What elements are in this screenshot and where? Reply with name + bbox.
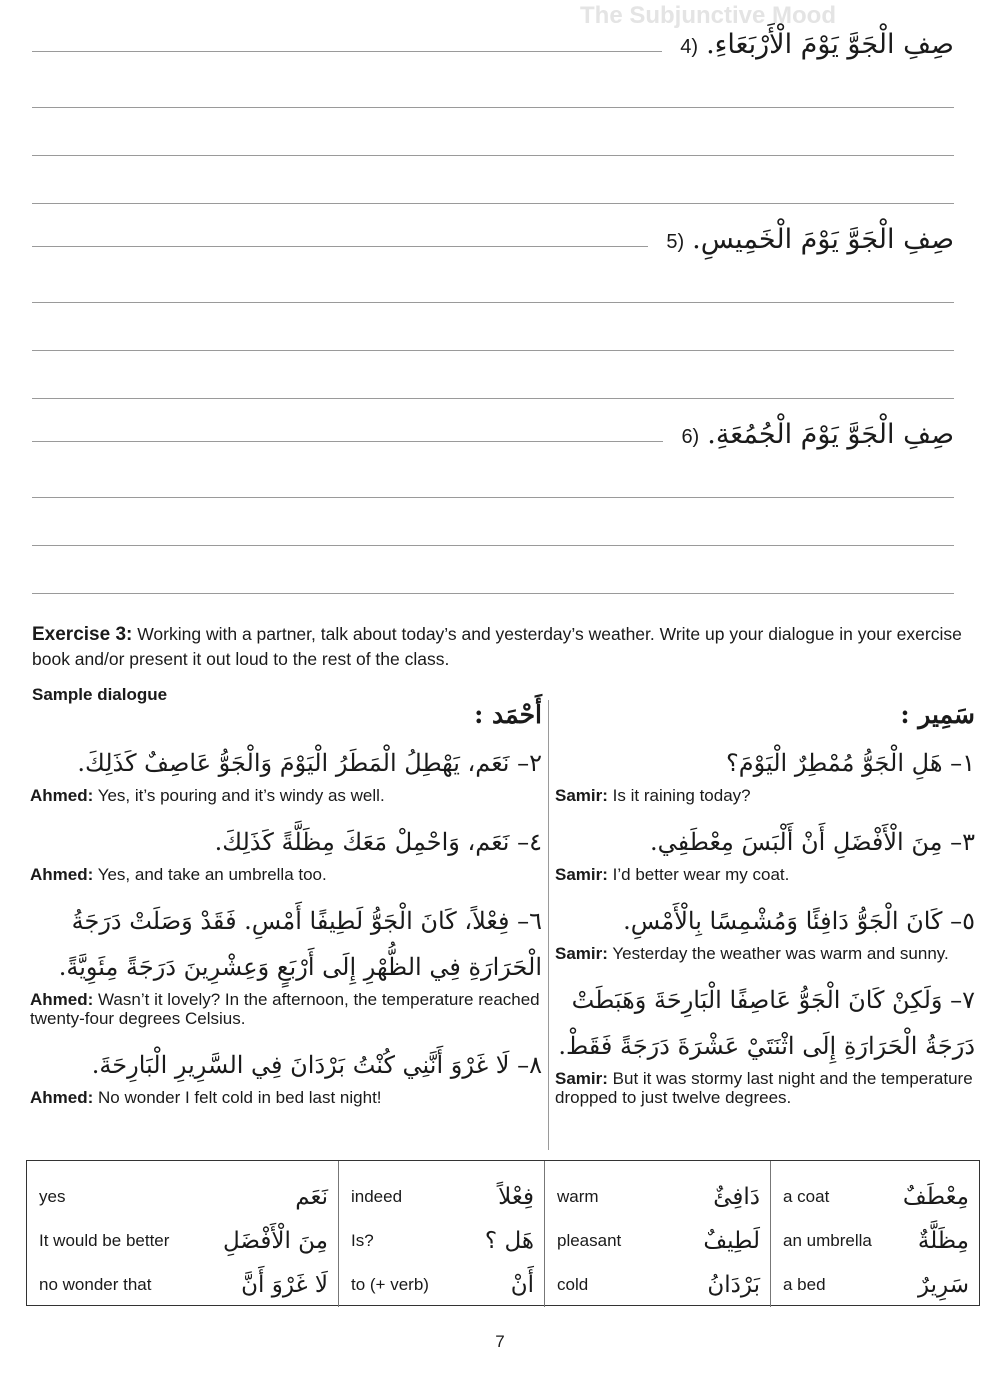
vocab-arabic: لَا غَرْوَ أَنَّ	[241, 1272, 328, 1298]
dialogue-english	[30, 865, 542, 884]
vocab-arabic: مِعْطَفٌ	[902, 1184, 969, 1210]
vocab-row	[351, 1175, 534, 1219]
dialogue-arabic: ٧– وَلَكِنْ كَانَ الْجَوُّ عَاصِفًا الْبَارِحَةَ وَهَبَطَتْ دَرَجَةُ الْحَرَارَةِ إِلَى اثْنَتَيْ عَشْرَةَ دَرَجَةً فَقَطْ.	[558, 986, 975, 1060]
vocab-row	[783, 1263, 969, 1307]
question-text: صِفِ الْجَوَّ يَوْمَ الْخَمِيسِ.	[692, 224, 954, 255]
vocab-row	[39, 1219, 328, 1263]
vocab-english: a bed	[783, 1275, 826, 1294]
vocab-column	[339, 1161, 545, 1307]
answer-line[interactable]	[32, 546, 954, 594]
dialogue-english	[555, 865, 975, 884]
speaker-name: Samir:	[555, 1069, 608, 1088]
question-5-block	[32, 215, 954, 399]
speaker-name: Ahmed:	[30, 786, 94, 805]
dialogue-arabic: ٣– مِنَ الْأَفْضَلِ أَنْ أَلْبَسَ مِعْطَفِي.	[650, 828, 975, 856]
dialogue-translation: But it was stormy last night and the temperature dropped to just twelve degrees.	[555, 1069, 973, 1107]
vocab-row	[783, 1175, 969, 1219]
answer-line[interactable]	[32, 51, 662, 52]
question-4-block	[32, 20, 954, 204]
vocab-row	[39, 1175, 328, 1219]
dialogue-translation: No wonder I felt cold in bed last night!	[98, 1088, 382, 1107]
answer-line[interactable]	[32, 255, 954, 303]
answer-line[interactable]	[32, 156, 954, 204]
dialogue-translation: Yes, and take an umbrella too.	[97, 865, 327, 884]
exercise-label: Exercise 3:	[32, 624, 133, 645]
sample-dialogue-label: Sample dialogue	[32, 685, 168, 704]
vocab-row	[783, 1219, 969, 1263]
question-6-block	[32, 410, 954, 594]
dialogue-translation: Yes, it’s pouring and it’s windy as well.	[97, 786, 385, 805]
background-heading: The Subjunctive Mood	[580, 2, 836, 29]
answer-line[interactable]	[32, 498, 954, 546]
vocab-english: to (+ verb)	[351, 1275, 429, 1294]
dialogue-english	[30, 786, 542, 805]
samir-column	[555, 700, 975, 1121]
vocab-row	[557, 1219, 760, 1263]
dialogue-translation: Is it raining today?	[612, 786, 751, 805]
vocab-row	[557, 1175, 760, 1219]
question-text: صِفِ الْجَوَّ يَوْمَ الْأَرْبَعَاءِ.	[706, 29, 954, 60]
speaker-ahmed: أَحْمَد :	[474, 700, 542, 729]
dialogue-arabic: ٢– نَعَم، يَهْطِلُ الْمَطَرُ الْيَوْمَ وَالْجَوُّ عَاصِفٌ كَذَلِكَ.	[77, 749, 542, 777]
speaker-name: Samir:	[555, 865, 608, 884]
exercise-text: Working with a partner, talk about today’s and yesterday’s weather. Write up your dialogue in your exercise book and/or present it out loud to the rest of the class.	[32, 624, 962, 669]
vocab-column	[771, 1161, 979, 1307]
vocab-row	[557, 1263, 760, 1307]
answer-line[interactable]	[32, 108, 954, 156]
vocab-english: warm	[557, 1187, 599, 1206]
dialogue-translation: Wasn’t it lovely? In the afternoon, the temperature reached twenty-four degrees Celsius.	[30, 990, 540, 1028]
vocab-english: It would be better	[39, 1231, 170, 1250]
vocab-arabic: مِنَ الْأَفْضَلِ	[222, 1228, 328, 1254]
speaker-name: Ahmed:	[30, 1088, 94, 1107]
dialogue-english	[555, 944, 975, 963]
vocab-row	[39, 1263, 328, 1307]
answer-line[interactable]	[32, 246, 648, 247]
vocab-english: pleasant	[557, 1231, 622, 1250]
vocab-arabic: فِعْلاً	[498, 1184, 534, 1210]
vocab-column	[545, 1161, 771, 1307]
question-number: 6)	[681, 426, 700, 448]
vocabulary-box	[26, 1160, 980, 1306]
dialogue-arabic: ٤– نَعَم، وَاحْمِلْ مَعَكَ مِظَلَّةً كَذَلِكَ.	[214, 828, 542, 856]
speaker-samir: سَمِير :	[900, 700, 975, 729]
exercise-3-instruction	[32, 622, 962, 671]
vocab-arabic: سَرِيرٌ	[917, 1272, 969, 1298]
dialogue-translation: I’d better wear my coat.	[612, 865, 790, 884]
vocab-arabic: هَل ؟	[484, 1228, 534, 1254]
vocab-arabic: لَطِيفٌ	[703, 1228, 760, 1254]
dialogue-arabic: ٦– فِعْلاً، كَانَ الْجَوُّ لَطِيفًا أَمْسِ. فَقَدْ وَصَلَتْ دَرَجَةُ الْحَرَارَةِ فِي الظُّهْرِ إِلَى أَرْبَعٍ وَعِشْرِينَ دَرَجَةً مِئَوِيَّةً.	[58, 907, 542, 981]
vocab-arabic: مِظَلَّةٌ	[917, 1228, 969, 1254]
dialogue-english	[30, 990, 542, 1028]
dialogue-arabic: ٨– لَا غَرْوَ أَنَّنِي كُنْتُ بَرْدَانَ فِي السَّرِيرِ الْبَارِحَةَ.	[91, 1051, 542, 1079]
answer-line[interactable]	[32, 450, 954, 498]
dialogue-english	[555, 786, 975, 805]
vocab-arabic: بَرْدَانُ	[707, 1272, 760, 1298]
speaker-name: Samir:	[555, 944, 608, 963]
vocab-arabic: نَعَم	[295, 1184, 328, 1210]
vocab-column	[27, 1161, 339, 1307]
vocab-english: indeed	[351, 1187, 403, 1206]
vocab-english: cold	[557, 1275, 589, 1294]
vocab-english: yes	[39, 1187, 66, 1206]
vocab-arabic: أَنْ	[510, 1272, 534, 1298]
vocab-english: no wonder that	[39, 1275, 152, 1294]
vocab-english: a coat	[783, 1187, 830, 1206]
speaker-name: Samir:	[555, 786, 608, 805]
dialogue-arabic: ١– هَلِ الْجَوُّ مُمْطِرٌ الْيَوْمَ؟	[726, 749, 975, 777]
speaker-name: Ahmed:	[30, 865, 94, 884]
question-number: 4)	[680, 36, 699, 58]
page-number: 7	[495, 1332, 505, 1351]
dialogue-arabic: ٥– كَانَ الْجَوُّ دَافِئًا وَمُشْمِسًا بِالْأَمْسِ.	[623, 907, 975, 935]
dialogue-english	[555, 1069, 975, 1107]
vocab-english: an umbrella	[783, 1231, 872, 1250]
vocab-english: Is?	[351, 1231, 374, 1250]
speaker-name: Ahmed:	[30, 990, 94, 1009]
column-divider	[548, 700, 549, 1150]
dialogue-translation: Yesterday the weather was warm and sunny.	[612, 944, 949, 963]
answer-line[interactable]	[32, 351, 954, 399]
answer-line[interactable]	[32, 60, 954, 108]
answer-line[interactable]	[32, 303, 954, 351]
ahmed-column	[30, 700, 542, 1121]
question-number: 5)	[666, 231, 685, 253]
answer-line[interactable]	[32, 441, 663, 442]
vocab-arabic: دَافِئٌ	[713, 1184, 760, 1210]
vocab-row	[351, 1263, 534, 1307]
question-text: صِفِ الْجَوَّ يَوْمَ الْجُمُعَةِ.	[707, 419, 954, 450]
vocab-row	[351, 1219, 534, 1263]
dialogue-english	[30, 1088, 542, 1107]
